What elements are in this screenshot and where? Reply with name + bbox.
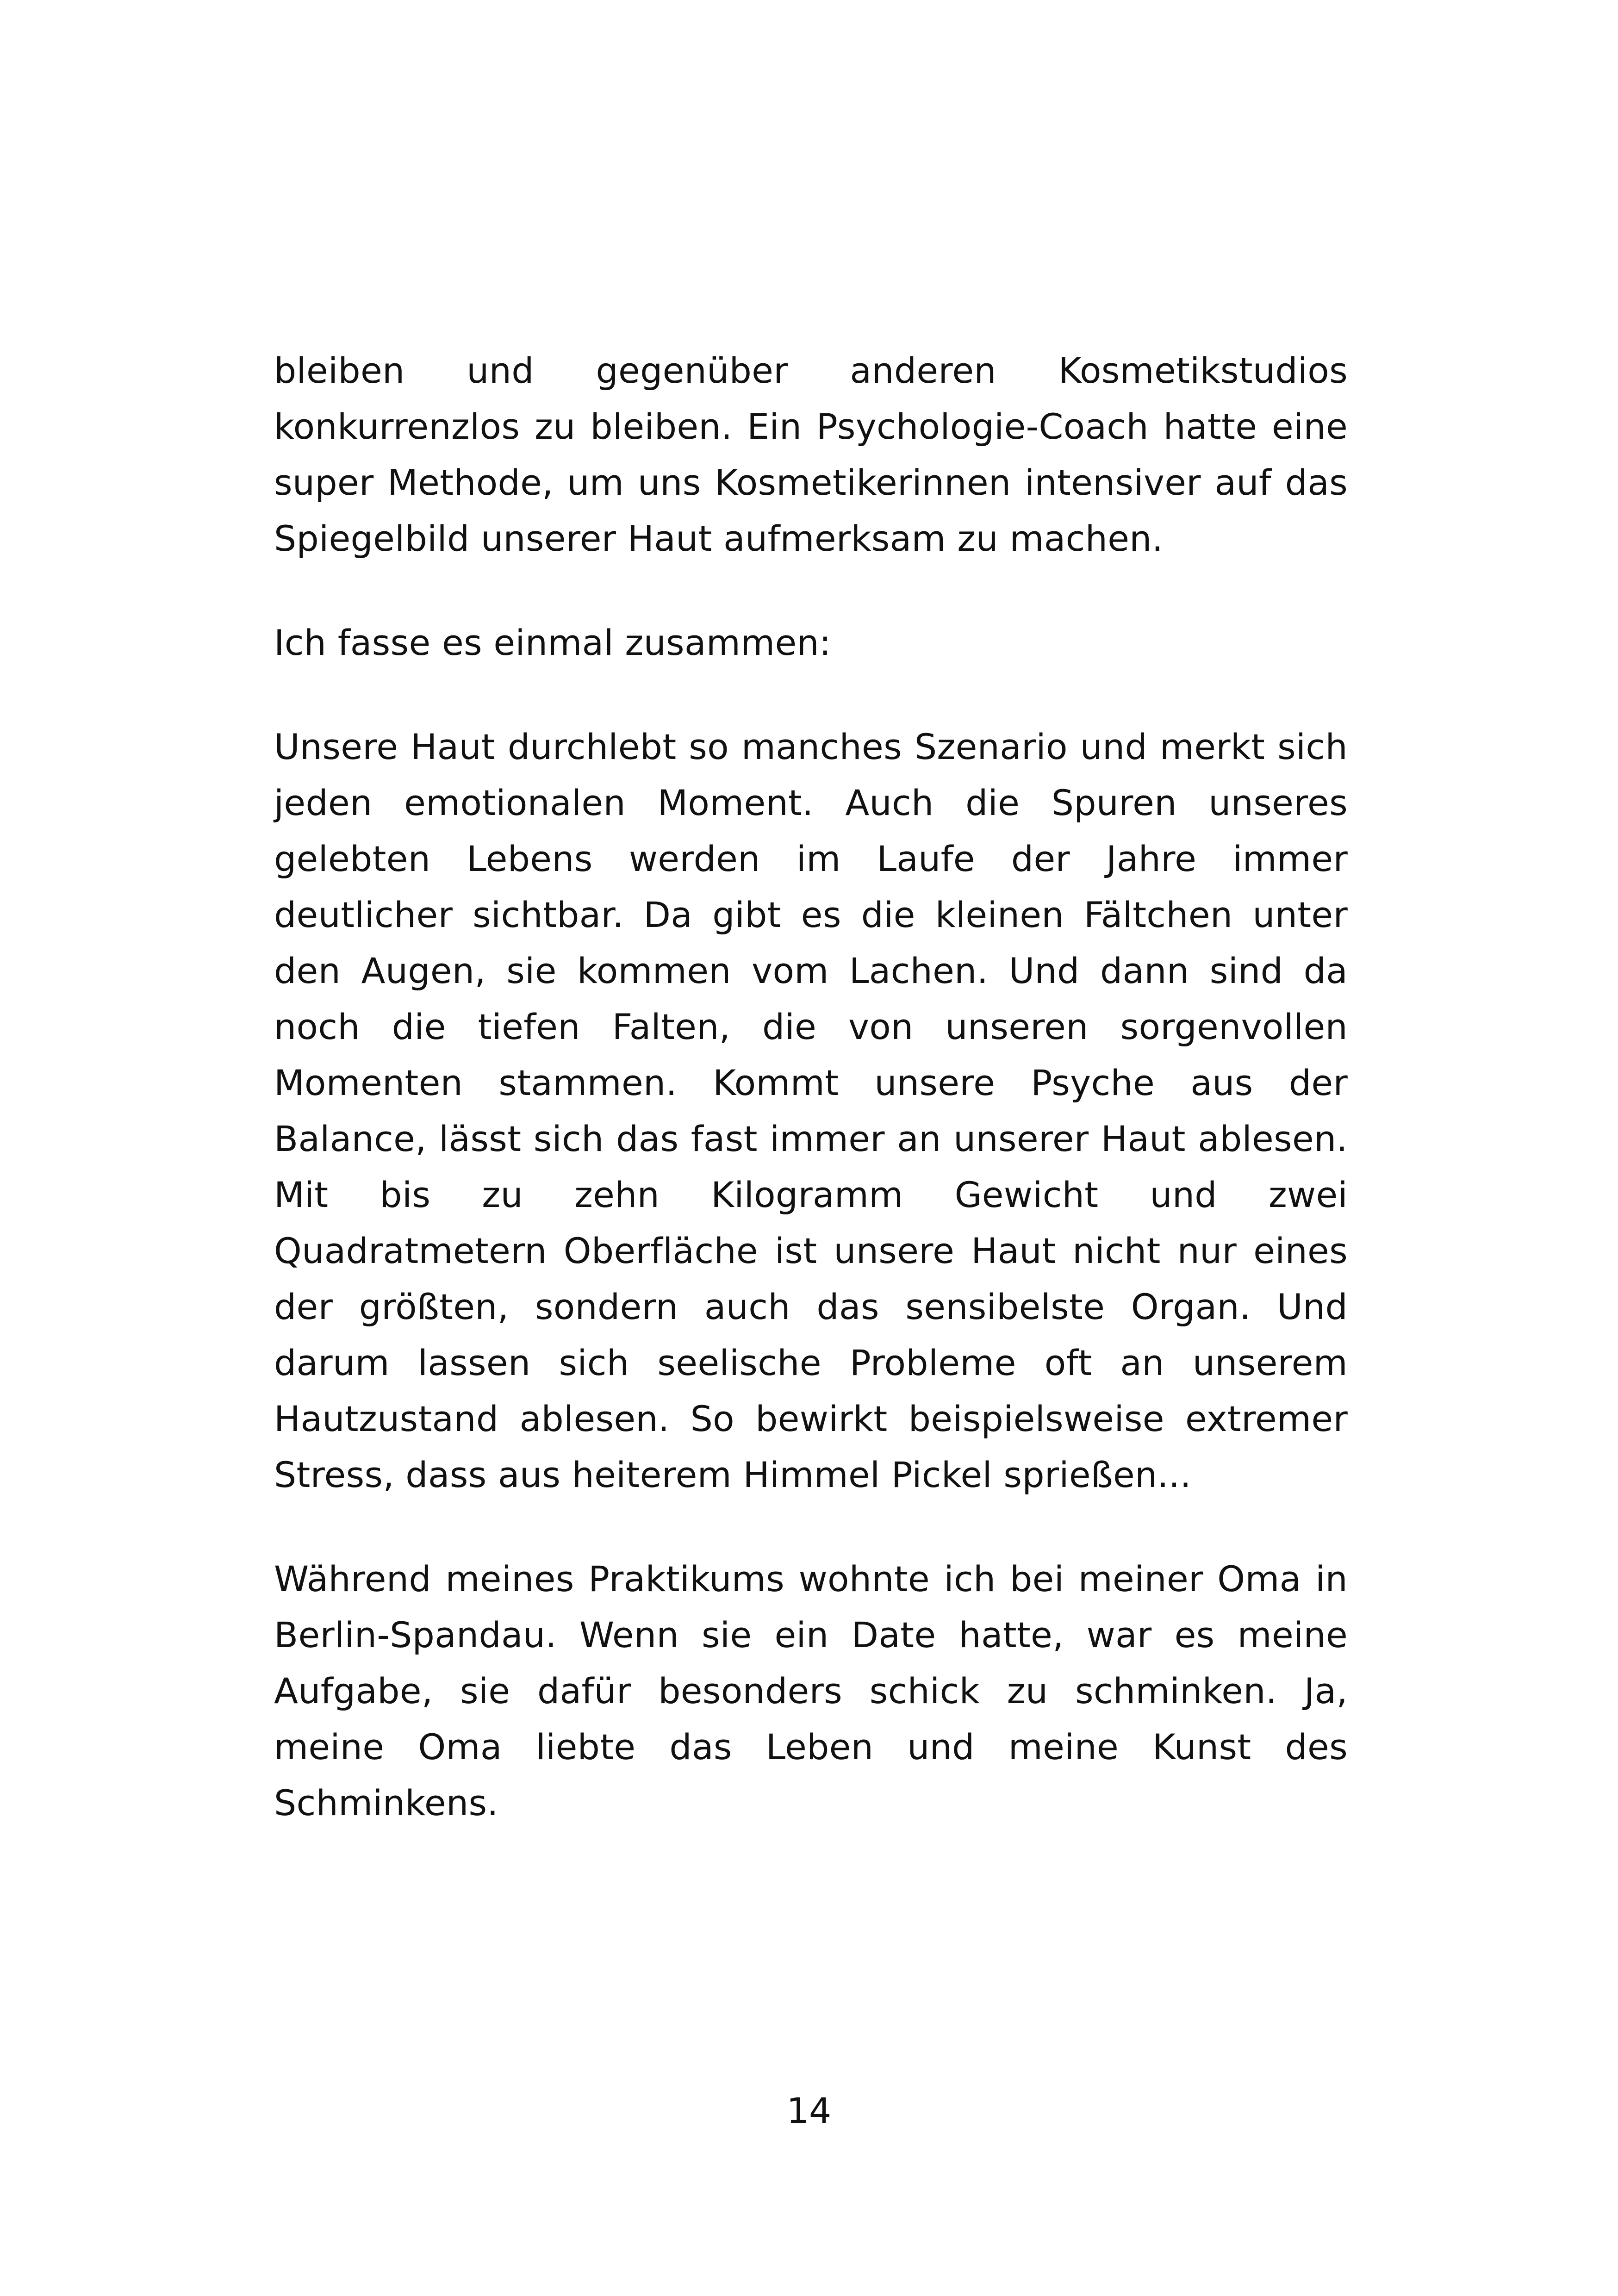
paragraph-continuation: bleiben und gegenüber anderen Kosmetikstudios konkurrenzlos zu bleiben. Ein Psychologie-Coach hatte eine super Methode, um uns Kosmetikerinnen intensiver auf das Spiegelbild unserer Haut aufmerksam zu machen. (274, 350, 1348, 559)
paragraph-summary-intro: Ich fasse es einmal zusammen: (274, 622, 831, 663)
paragraph-skin-emotions: Unsere Haut durchlebt so manches Szenario und merkt sich jeden emotionalen Moment. Auch die Spuren unseres gelebten Lebens werden im Laufe der Jahre immer deutlicher sichtbar. Da gibt es die kleinen Fältchen unter den Augen, sie kommen vom Lachen. Und dann sind da noch die tiefen Falten, die von unseren sorgenvollen Momenten stammen. Kommt unsere Psyche aus der Balance, lässt sich das fast immer an unserer Haut ablesen. Mit bis zu zehn Kilogramm Gewicht und zwei Quadratmetern Oberfläche ist unsere Haut nicht nur eines der größten, sondern auch das sensibelste Organ. Und darum lassen sich seelische Probleme oft an unserem Hautzustand ablesen. So bewirkt beispielsweise extremer Stress, dass aus heiterem Himmel Pickel sprießen... (274, 726, 1348, 1495)
paragraph-internship-oma: Während meines Praktikums wohnte ich bei meiner Oma in Berlin-Spandau. Wenn sie ein Date hatte, war es meine Aufgabe, sie dafür besonders schick zu schminken. Ja, meine Oma liebte das Leben und meine Kunst des Schminkens. (274, 1558, 1348, 1823)
page-number: 14 (786, 2090, 832, 2131)
body-text (274, 342, 1348, 1879)
